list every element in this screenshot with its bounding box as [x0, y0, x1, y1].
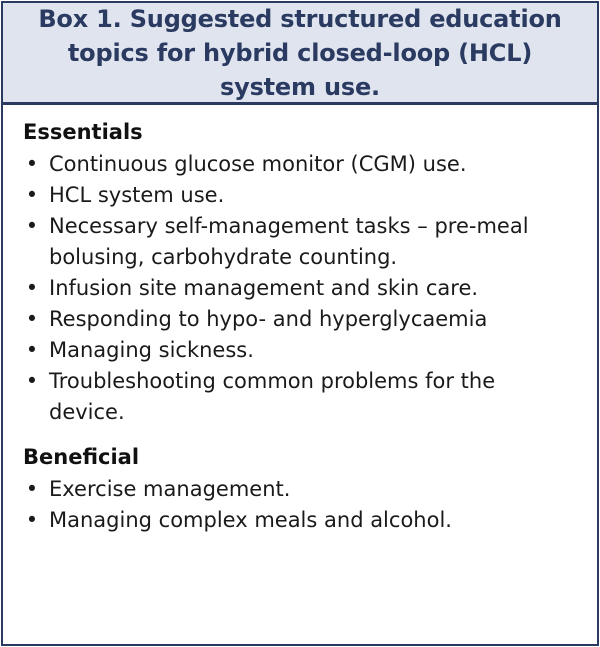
- list-item-text: HCL system use.: [49, 183, 225, 207]
- list-item-text: Infusion site management and skin care.: [49, 276, 479, 300]
- beneficial-list: [23, 474, 577, 536]
- section-beneficial: [23, 442, 577, 536]
- list-item: [23, 505, 577, 536]
- list-item: [23, 366, 577, 428]
- section-heading-essentials: Essentials: [23, 120, 143, 144]
- list-item-text: Managing complex meals and alcohol.: [49, 508, 452, 532]
- list-item: [23, 273, 577, 304]
- list-item: [23, 149, 577, 180]
- list-item-text: Exercise management.: [49, 477, 291, 501]
- bullet-icon: •: [25, 214, 39, 238]
- list-item-text: Necessary self-management tasks – pre-meal bolusing, carbohydrate counting.: [49, 214, 529, 269]
- education-topics-box: [1, 1, 599, 646]
- list-item-text: Responding to hypo- and hyperglycaemia: [49, 307, 488, 331]
- list-item-text: Managing sickness.: [49, 338, 254, 362]
- box-title: Box 1. Suggested structured education topics for hybrid closed-loop (HCL) system use.: [38, 4, 562, 101]
- section-heading-beneficial: Beneficial: [23, 445, 140, 469]
- list-item: [23, 304, 577, 335]
- bullet-icon: •: [25, 369, 39, 393]
- bullet-icon: •: [25, 152, 39, 176]
- bullet-icon: •: [25, 183, 39, 207]
- list-item: [23, 474, 577, 505]
- bullet-icon: •: [25, 508, 39, 532]
- list-item-text: Continuous glucose monitor (CGM) use.: [49, 152, 467, 176]
- list-item-text: Troubleshooting common problems for the device.: [49, 369, 496, 424]
- list-item: [23, 335, 577, 366]
- bullet-icon: •: [25, 338, 39, 362]
- bullet-icon: •: [25, 307, 39, 331]
- box-header: [3, 3, 597, 105]
- bullet-icon: •: [25, 276, 39, 300]
- essentials-list: [23, 149, 577, 428]
- bullet-icon: •: [25, 477, 39, 501]
- section-essentials: [23, 117, 577, 428]
- list-item: [23, 180, 577, 211]
- list-item: [23, 211, 577, 273]
- box-body: [3, 105, 597, 536]
